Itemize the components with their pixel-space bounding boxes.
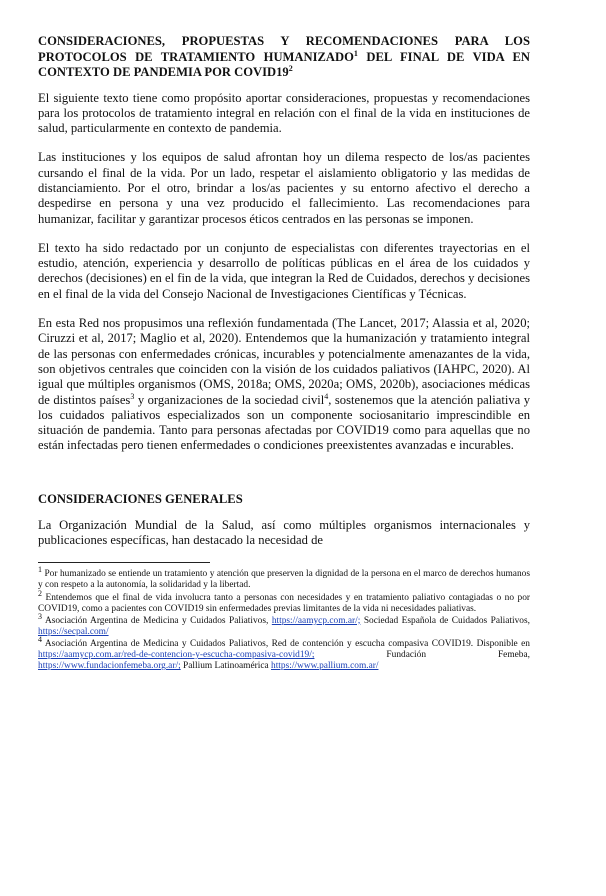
- footnote-3-number: 3: [38, 611, 42, 621]
- footnote-3: [38, 611, 530, 638]
- title-text-part1: CONSIDERACIONES, PROPUESTAS Y RECOMENDACIONES PARA LOS PROTOCOLOS DE TRATAMIENTO HUMANIZADO: [38, 34, 530, 64]
- link-fundacion-femeba[interactable]: https://www.fundacionfemeba.org.ar/;: [38, 661, 181, 672]
- link-aamycp[interactable]: https://aamycp.com.ar/;: [271, 615, 361, 626]
- footnote-ref-4[interactable]: 4: [324, 391, 329, 401]
- footnote-ref-3[interactable]: 3: [130, 391, 135, 401]
- footnote-4: [38, 634, 530, 672]
- footnote-4-text-a: Asociación Argentina de Medicina y Cuidados Paliativos, Red de contención y escucha compasiva COVID19. Disponible en: [42, 638, 530, 649]
- footnote-4-number: 4: [38, 634, 42, 644]
- paragraph-dilemma: Las instituciones y los equipos de salud afrontan hoy un dilema respecto de los/as pacientes cursando el final de la vida. Por un lado, respetar el aislamiento obligatorio y las medidas de distanciamiento. Por el otro, brindar a los/as pacientes y su entorno afectivo el derecho a despedirse en persona y una vez producido el fallecimiento. Las recomendaciones para humanizar, facilitar y garantizar procesos éticos centrados en las personas se imponen.: [38, 150, 530, 226]
- document-page: [38, 34, 530, 673]
- footnote-ref-2[interactable]: 2: [288, 63, 293, 73]
- paragraph-authors: El texto ha sido redactado por un conjunto de especialistas con diferentes trayectorias en el estudio, atención, experiencia y desarrollo de políticas públicas en el área de los cuidados y derechos (decisiones) en el fin de la vida, que integran la Red de Cuidados, derechos y decisiones en el final de la vida del Consejo Nacional de Investigaciones Científicas y Técnicas.: [38, 240, 530, 301]
- footnote-2-number: 2: [38, 588, 42, 598]
- footnote-3-text-a: Asociación Argentina de Medicina y Cuidados Paliativos,: [42, 615, 272, 626]
- paragraph-who: La Organización Mundial de la Salud, así como múltiples organismos internacionales y publicaciones específicas, han destacado la necesidad de: [38, 517, 530, 548]
- paragraph-network-text-a: En esta Red nos propusimos una reflexión fundamentada (The Lancet, 2017; Alassia et al, 2020; Ciruzzi et al, 2017; Maglio et al, 2020). Entendemos que la humanización y tratamiento integral de las personas con enfermedades crónicas, incurables y potencialmente amenazantes de la vida, son objetivos centrales que coinciden con la visión de los cuidados paliativos (IAHPC, 2020). Al igual que múltiples organismos (OMS, 2018a; OMS, 2020a; OMS, 2020b), asociaciones médicas de distintos países: [38, 316, 530, 407]
- document-title: [38, 34, 530, 81]
- link-aamycp-red-contencion[interactable]: https://aamycp.com.ar/red-de-contencion-y-escucha-compasiva-covid19/;: [38, 649, 315, 660]
- section-heading: CONSIDERACIONES GENERALES: [38, 491, 243, 506]
- link-secpal[interactable]: https://secpal.com/: [38, 626, 109, 637]
- footnote-1-text: Por humanizado se entiende un tratamiento y atención que preserven la dignidad de la persona en el marco de derechos humanos y con respeto a la autonomía, la solidaridad y la libertad.: [38, 569, 530, 591]
- footnote-2-text: Entendemos que el final de vida involucra tanto a personas con necesidades y en tratamiento paliativo contagiadas o no por COVID19, como a pacientes con COVID19 sin enfermedades previas limitantes de la vida ni necesidades paliativas.: [38, 592, 530, 614]
- footnote-1-number: 1: [38, 565, 42, 575]
- paragraph-purpose: El siguiente texto tiene como propósito aportar consideraciones, propuestas y recomendaciones para los protocolos de tratamiento integral en relación con el final de la vida en instituciones de salud, particularmente en contexto de pandemia.: [38, 90, 530, 136]
- footnote-2: [38, 588, 530, 615]
- paragraph-network-text-c: , sostenemos que la atención paliativa y los cuidados paliativos especializados son un componente sociosanitario imprescindible en situación de pandemia. Tanto para personas afectadas por COVID19 como para aquellas que no están infectadas pero tienen enfermedades o condiciones preexistentes avanzadas e incurables.: [38, 392, 530, 453]
- footnote-1: [38, 565, 530, 591]
- paragraph-network-text-b: y organizaciones de la sociedad civil: [134, 392, 325, 407]
- link-pallium[interactable]: https://www.pallium.com.ar/: [271, 661, 379, 672]
- footnote-ref-1[interactable]: 1: [353, 48, 358, 58]
- footnote-3-text-b: Sociedad Española de Cuidados Paliativos,: [360, 615, 530, 626]
- footnote-divider: [38, 562, 210, 563]
- footnote-4-text-b: Fundación Femeba,: [314, 649, 530, 660]
- paragraph-network: [38, 316, 530, 454]
- title-text-part2: DEL FINAL DE VIDA EN CONTEXTO DE PANDEMIA POR COVID19: [38, 49, 531, 79]
- footnote-4-text-c: Pallium Latinoamérica: [180, 661, 272, 672]
